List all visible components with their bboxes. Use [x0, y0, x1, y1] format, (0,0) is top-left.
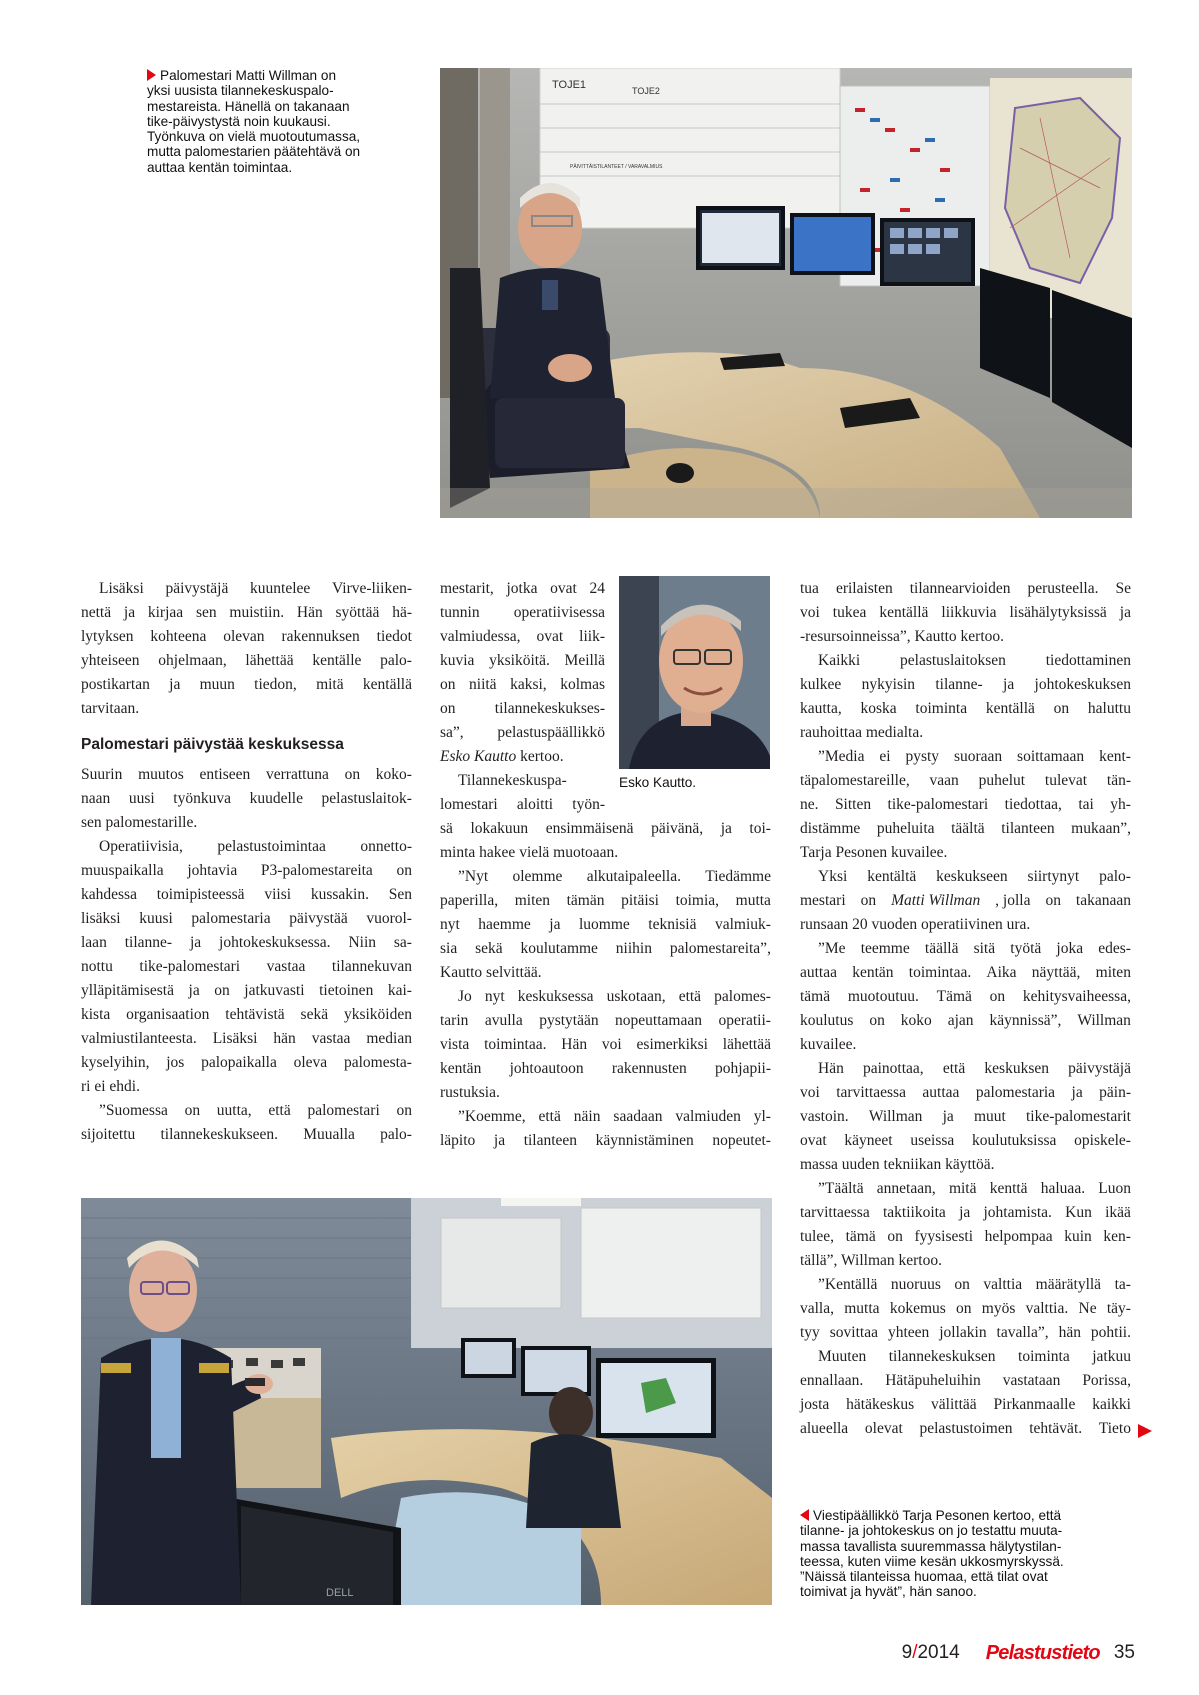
article-column-1 [81, 577, 412, 1147]
text-line: tulee, tämä on fyysisesti helpompaa kuin ken- [800, 1228, 1131, 1245]
text-line: ne. Sitten tike-palomestari tiedottaa, tai yh- [800, 796, 1131, 813]
text-line: valmiustilanteesta. Lisäksi hän vastaa median [81, 1030, 412, 1047]
text-line: postikartan ja muun tiedon, mitä kentällä [81, 676, 412, 693]
text-line: tällä”, Willman kertoo. [800, 1252, 942, 1269]
text-line: ennallaan. Hätäpuheluihin vastataan Porissa, [800, 1372, 1131, 1389]
text-line: nettä ja kirjaa sen muistiin. Hän syöttää hä- [81, 604, 412, 621]
portrait-caption [619, 775, 770, 790]
monitor-brand-label: DELL [326, 1587, 354, 1599]
caption-line: Esko Kautto. [619, 775, 697, 790]
text-line: Lisäksi päivystäjä kuuntelee Virve-liiken- [99, 580, 412, 597]
text-line: sia sekä koulutamme niihin palomestareita”, [440, 940, 771, 957]
text-line: minta hakee vielä muotoaan. [440, 844, 619, 861]
text-line: sen palomestarille. [81, 814, 198, 831]
text-line: auttaa kentän toimintaa. Aika näyttää, miten [800, 964, 1131, 981]
caption-line: tilanne- ja johtokeskus on jo testattu muuta- [800, 1523, 1063, 1539]
text-line: kahdessa toimipisteessä viisi kussakin. Sen [81, 886, 412, 903]
caption-line: massa tavallista suuremmassa hälytystilan- [800, 1538, 1062, 1554]
text-line: runsaan 20 vuoden operatiivinen ura. [800, 916, 1031, 933]
bottom-photo-caption [800, 1508, 1135, 1600]
caption-line: ”Näissä tilanteissa huomaa, että tilat ovat [800, 1569, 1048, 1585]
text-line: -resursoinneissa”, Kautto kertoo. [800, 628, 1005, 645]
text-line: sijoitettu tilannekeskukseen. Muualla palo- [81, 1126, 412, 1143]
text-line: ri ei ehdi. [81, 1078, 140, 1095]
issue-number: 9/2014 [901, 1642, 960, 1663]
text-line: valla, mutta kokemus on myös valttia. Ne täy- [800, 1300, 1131, 1317]
subheading: Palomestari päivystää keskuksessa [81, 736, 344, 753]
text-line: lisäksi kuusi palomestaria päivystää vuorol- [81, 910, 412, 927]
portrait-photo-esko-kautto [619, 576, 770, 769]
text-line: on tilannekeskukses- [440, 700, 605, 717]
text-line: ”Täältä annetaan, mitä kenttä haluaa. Luon [818, 1180, 1131, 1197]
text-line: Tilannekeskuspa- [458, 772, 567, 789]
caption-line: tike-päivystystä noin kuukausi. [147, 113, 331, 129]
text-line: ”Koemme, että näin saadaan valmiuden yl- [458, 1108, 771, 1125]
portrait-illustration [619, 576, 770, 769]
text-line: ”Nyt olemme alkutaipaleella. Tiedämme [458, 868, 771, 885]
text-line: kautta, koska toiminta kentällä on haluttu [800, 700, 1131, 717]
control-room-illustration [440, 68, 1132, 518]
text-line: koulutus on koko ajan käynnissä”, Willman [800, 1012, 1131, 1029]
text-line: ”Me teemme täällä sitä työtä joka edes- [818, 940, 1131, 957]
continue-arrow-icon [1138, 1424, 1152, 1438]
caption-line: mestareista. Hänellä on takanaan [147, 98, 350, 114]
text-line: Suurin muutos entiseen verrattuna on koko- [81, 766, 412, 783]
text-line: voi tarvittaessa auttaa palomestaria ja päin- [800, 1084, 1131, 1101]
text-line: kyselyihin, jos palopaikalla oleva palomesta- [81, 1054, 412, 1071]
text-line: mestari on Matti Willman , jolla on takanaan [800, 889, 1131, 913]
text-line: valmiudessa, ovat liik- [440, 628, 605, 645]
article-column-3 [800, 577, 1131, 1441]
text-line: massa uuden tekniikan käyttöä. [800, 1156, 995, 1173]
article-column-2-top [440, 577, 605, 817]
text-line: lomestari aloitti työn- [440, 796, 605, 813]
magazine-logo: Pelastustieto [985, 1641, 1100, 1664]
text-line: tämä muotoutuu. Tämä on kehitysvaiheessa, [800, 988, 1131, 1005]
text-line: josta hätäkeskus välittää Pirkanmaalle kaikki [800, 1396, 1131, 1413]
text-line: Kautto selvittää. [440, 964, 542, 981]
caption-arrow-icon [800, 1509, 809, 1521]
text-line: ”Media ei pysty suoraan soittamaan kent- [818, 748, 1131, 765]
caption-line: Työnkuva on vielä muotoutumassa, [147, 129, 361, 145]
caption-line: yksi uusista tilannekeskuspalo- [147, 83, 334, 99]
text-line: alueella olevat pelastustoimen tehtävät. Tieto [800, 1420, 1131, 1437]
caption-line: toimivat ja hyvät”, hän sanoo. [800, 1584, 977, 1600]
text-line: distämme puheluita täältä tilanteen mukaan”, [800, 820, 1131, 837]
name-italic: Esko Kautto [440, 748, 517, 765]
text-line: tunnin operatiivisessa [440, 604, 605, 621]
caption-arrow-icon [147, 69, 156, 81]
caption-line: auttaa kentän toimintaa. [147, 159, 293, 175]
caption-line: Viestipäällikkö Tarja Pesonen kertoo, että [800, 1508, 1135, 1523]
board-label: TOJE2 [632, 86, 660, 96]
board-label: PÄIVITTÄISTILANTEET / VARAVALMIUS [570, 164, 663, 170]
text-line: Muuten tilannekeskuksen toiminta jatkuu [818, 1348, 1131, 1365]
text-line: Yksi kentältä keskukseen siirtynyt palo- [818, 868, 1131, 885]
text-line: Operatiivisia, pelastustoimintaa onnetto- [99, 838, 412, 855]
board-label: TOJE1 [552, 79, 587, 91]
control-room-illustration-2 [81, 1198, 772, 1605]
text-line: läpito ja tilanteen käynnistäminen nopeutet- [440, 1132, 771, 1149]
text-line: vista toimintaa. Hän voi esimerkiksi lähettää [440, 1036, 771, 1053]
text-line: tua erilaisten tilannearvioiden perusteella. Se [800, 580, 1131, 597]
text-line: muuspaikalla johtavia P3-palomestareita on [81, 862, 412, 879]
top-photo-caption [147, 68, 417, 175]
top-photo-control-room [440, 68, 1132, 518]
text-line: kulkee nykyisin tilanne- ja johtokeskuksen [800, 676, 1131, 693]
text-line: laan tilanne- ja johtokeskuksessa. Niin sa- [81, 934, 412, 951]
text-line: on niitä kaksi, kolmas [440, 676, 605, 693]
page-footer [800, 1640, 1135, 1666]
bottom-photo-control-room [81, 1198, 772, 1605]
text-line: naan uusi työnkuva kuudelle pelastuslaitok- [81, 790, 412, 807]
text-line: ”Kentällä nuoruus on valttia määrätyllä ta- [818, 1276, 1131, 1293]
text-line: vastoin. Willman ja muut tike-palomestarit [800, 1108, 1131, 1125]
text-line: Hän painottaa, että keskuksen päivystäjä [818, 1060, 1131, 1077]
text-line: yhteiseen ohjelmaan, lähettää kentälle palo- [81, 652, 412, 669]
text-line: kista organisaation tehtävistä sekä yksiköiden [81, 1006, 412, 1023]
text-line: tarvittaessa taktiikoita ja johtamista. Kun ikää [800, 1204, 1131, 1221]
name-italic: Matti Willman [891, 892, 981, 909]
text-line: rustuksia. [440, 1084, 500, 1101]
text-line: Tarja Pesonen kuvailee. [800, 844, 948, 861]
text-line: mestarit, jotka ovat 24 [440, 580, 605, 597]
text-line: nyt haemme ja luomme teknisiä valmiuk- [440, 916, 771, 933]
text-line: Kaikki pelastuslaitoksen tiedottaminen [818, 652, 1131, 669]
text-line: Esko Kautto kertoo. [440, 745, 605, 769]
text-line: tyy sovittaa yhteen jollakin tavalla”, hän pohtii. [800, 1324, 1131, 1341]
text-line: kuvailee. [800, 1036, 857, 1053]
text-line: tarin avulla pystytään nopeuttamaan operatii- [440, 1012, 771, 1029]
text-line: voi tukea kentällä liikkuvia lisähälytyksissä ja [800, 604, 1131, 621]
text-line: ovat käyneet useissa koulutuksissa opiskele- [800, 1132, 1131, 1149]
article-column-2-bottom [440, 817, 771, 1153]
text-line: paperilla, miten tämän pitäisi toimia, mutta [440, 892, 771, 909]
page-number: 35 [1113, 1642, 1135, 1663]
text-line: sa”, pelastuspäällikkö [440, 724, 605, 741]
text-line: nottu tike-palomestari vastaa tilannekuvan [81, 958, 412, 975]
text-line: ylläpitämisestä ja on jatkuvasti tietoinen kai- [81, 982, 412, 999]
caption-line: mutta palomestarien päätehtävä on [147, 144, 361, 160]
text-line: Jo nyt keskuksessa uskotaan, että palomes- [458, 988, 771, 1005]
text-line: kentän johtoautoon rakennusten pohjapii- [440, 1060, 771, 1077]
caption-line: teessa, kuten viime kesän ukkosmyrskyssä. [800, 1553, 1064, 1569]
caption-line: Palomestari Matti Willman on [147, 68, 417, 83]
text-line: ”Suomessa on uutta, että palomestari on [99, 1102, 412, 1119]
text-line: täpalomestareille, vaan puhelut tulevat tän- [800, 772, 1131, 789]
text-line: sä lokakuun ensimmäisenä päivänä, ja toi- [440, 820, 771, 837]
text-line: kuvia yksiköitä. Meillä [440, 652, 605, 669]
text-line: tarvitaan. [81, 700, 140, 717]
text-line: rauhoittaa medialta. [800, 724, 924, 741]
text-line: lytyksen kohteena olevan rakennuksen tiedot [81, 628, 412, 645]
